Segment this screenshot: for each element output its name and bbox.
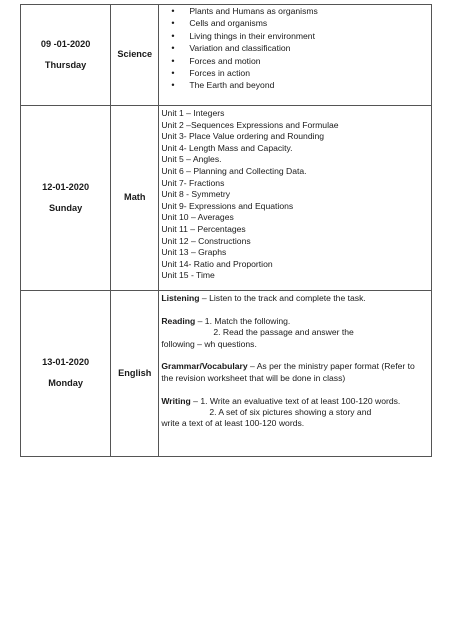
section-text: – Listen to the track and complete the task.: [199, 293, 366, 303]
section-title: Reading: [161, 315, 196, 326]
list-item: Unit 4- Length Mass and Capacity.: [161, 142, 293, 153]
list-item: • Forces and motion: [171, 55, 429, 67]
topics-cell: [159, 291, 432, 457]
math-unit-list: [161, 108, 429, 282]
section-text: write a text of at least 100-120 words.: [161, 418, 305, 429]
date-cell: [21, 106, 111, 291]
exam-day: Sunday: [49, 202, 83, 213]
list-item: Unit 7- Fractions: [161, 177, 225, 188]
exam-day: Thursday: [44, 59, 87, 70]
subject-name: English: [111, 291, 159, 457]
section-text: 2. Read the passage and answer the: [213, 327, 354, 338]
date-cell: [21, 291, 111, 457]
date-cell: [21, 5, 111, 106]
section-title: Writing: [161, 395, 191, 406]
list-item: Unit 5 – Angles.: [161, 154, 222, 165]
section-text: following – wh questions.: [161, 338, 257, 349]
schedule-row-english: [21, 291, 432, 457]
list-item: Unit 2 –Sequences Expressions and Formulae: [161, 119, 339, 130]
reading-section: [161, 316, 429, 350]
section-text: 2. A set of six pictures showing a story and: [209, 407, 372, 418]
exam-day: Monday: [48, 378, 83, 388]
section-title: Grammar/Vocabulary: [161, 361, 248, 372]
schedule-row-science: [21, 5, 432, 106]
writing-section: [161, 396, 429, 430]
list-item: • Forces in action: [171, 67, 429, 79]
list-item: Unit 8 - Symmetry: [161, 189, 231, 200]
science-topic-list: [161, 5, 429, 92]
list-item: Unit 1 – Integers: [161, 108, 225, 118]
list-item: Unit 15 - Time: [161, 270, 215, 281]
exam-date: 12-01-2020: [42, 181, 90, 192]
list-item: Unit 6 – Planning and Collecting Data.: [161, 165, 307, 176]
list-item: Unit 13 – Graphs: [161, 247, 227, 258]
list-item: Unit 9- Expressions and Equations: [161, 200, 294, 211]
section-text: – 1. Match the following.: [195, 315, 291, 326]
exam-schedule-table: [20, 4, 432, 457]
section-text: – As per the ministry paper format (Refer to the revision worksheet that will be done in class): [161, 361, 415, 383]
exam-date: 09 -01-2020: [40, 38, 91, 49]
list-item: Unit 12 – Constructions: [161, 235, 251, 246]
list-item: Unit 11 – Percentages: [161, 223, 246, 234]
section-title: Listening: [161, 293, 200, 303]
list-item: • Living things in their environment: [171, 30, 429, 42]
list-item: • Variation and classification: [171, 42, 429, 54]
section-text: – 1. Write an evaluative text of at least 100-120 words.: [190, 395, 401, 406]
listening-section: [161, 293, 429, 304]
exam-date: 13-01-2020: [42, 357, 90, 368]
list-item: Unit 10 – Averages: [161, 212, 234, 223]
topics-cell: [159, 106, 432, 291]
list-item: Unit 14- Ratio and Proportion: [161, 258, 273, 269]
list-item: • Cells and organisms: [171, 17, 429, 29]
schedule-row-math: [21, 106, 432, 291]
topics-cell: [159, 5, 432, 106]
list-item: Unit 3- Place Value ordering and Rounding: [161, 131, 325, 142]
subject-name: Science: [111, 5, 159, 106]
grammar-section: [161, 361, 429, 384]
subject-name: Math: [111, 106, 159, 291]
list-item: • Plants and Humans as organisms: [171, 5, 429, 17]
list-item: • The Earth and beyond: [171, 79, 429, 91]
